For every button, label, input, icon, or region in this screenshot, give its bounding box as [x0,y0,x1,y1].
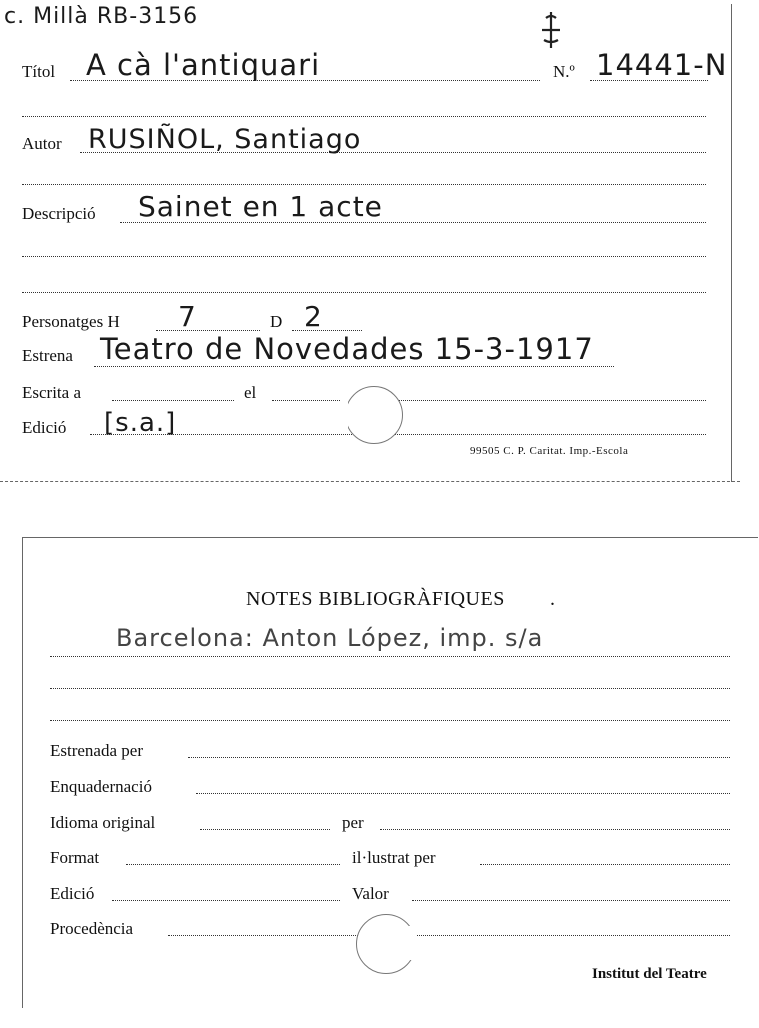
idioma-label: Idioma original [50,813,156,832]
printer-imprint: 99505 C. P. Caritat. Imp.-Escola [470,445,629,457]
edicio-line [90,434,706,435]
estrenada-label: Estrenada per [50,741,143,760]
blank-line [50,720,730,721]
illustrat-label: il·lustrat per [352,848,436,867]
el-label: el [244,383,257,402]
titol-value: A cà l'antiquari [86,48,321,82]
el-line [272,400,706,401]
d-value: 2 [304,300,323,333]
h-line [156,330,260,331]
blank-line [22,116,706,117]
h-value: 7 [178,300,197,333]
per-line [380,829,730,830]
blank-line [22,184,706,185]
titol-label: Títol [22,62,56,81]
personatges-label: Personatges H [22,312,120,331]
num-label: N.º [553,62,575,81]
illustrat-line [480,864,730,865]
punch-hole [345,386,403,444]
note-value: Barcelona: Anton López, imp. s/a [116,624,544,652]
blank-line [22,256,706,257]
cross-mark-icon [536,10,566,50]
heading-dot: . [550,588,556,610]
idioma-line [200,829,330,830]
card-border [0,481,740,482]
edicio-label: Edició [22,418,67,437]
estrena-value: Teatro de Novedades 15-3-1917 [100,332,594,366]
card-border [731,4,732,482]
autor-label: Autor [22,134,62,153]
edicio-line [112,900,340,901]
enquadernacio-line [196,793,730,794]
autor-value: RUSIÑOL, Santiago [88,124,362,155]
corner-note: c. Millà RB-3156 [4,4,199,29]
note-line [50,656,730,657]
per-label: per [342,813,364,832]
format-line [126,864,340,865]
descripcio-label: Descripció [22,204,96,223]
escrita-line [112,400,234,401]
enquadernacio-label: Enquadernació [50,777,152,796]
estrenada-line [188,757,730,758]
institution-name: Institut del Teatre [592,966,707,982]
escrita-label: Escrita a [22,383,81,402]
d-label: D [270,312,283,331]
edicio-label: Edició [50,884,95,903]
estrena-line [94,366,614,367]
card-heading: NOTES BIBLIOGRÀFIQUES [246,588,505,610]
d-line [292,330,362,331]
blank-line [22,292,706,293]
num-value: 14441-N [596,48,728,82]
valor-line [412,900,730,901]
valor-label: Valor [352,884,389,903]
format-label: Format [50,848,100,867]
descripcio-value: Sainet en 1 acte [138,190,383,223]
estrena-label: Estrena [22,346,73,365]
procedencia-label: Procedència [50,919,134,938]
edicio-value: [s.a.] [104,408,177,438]
blank-line [50,688,730,689]
procedencia-line [168,935,730,936]
